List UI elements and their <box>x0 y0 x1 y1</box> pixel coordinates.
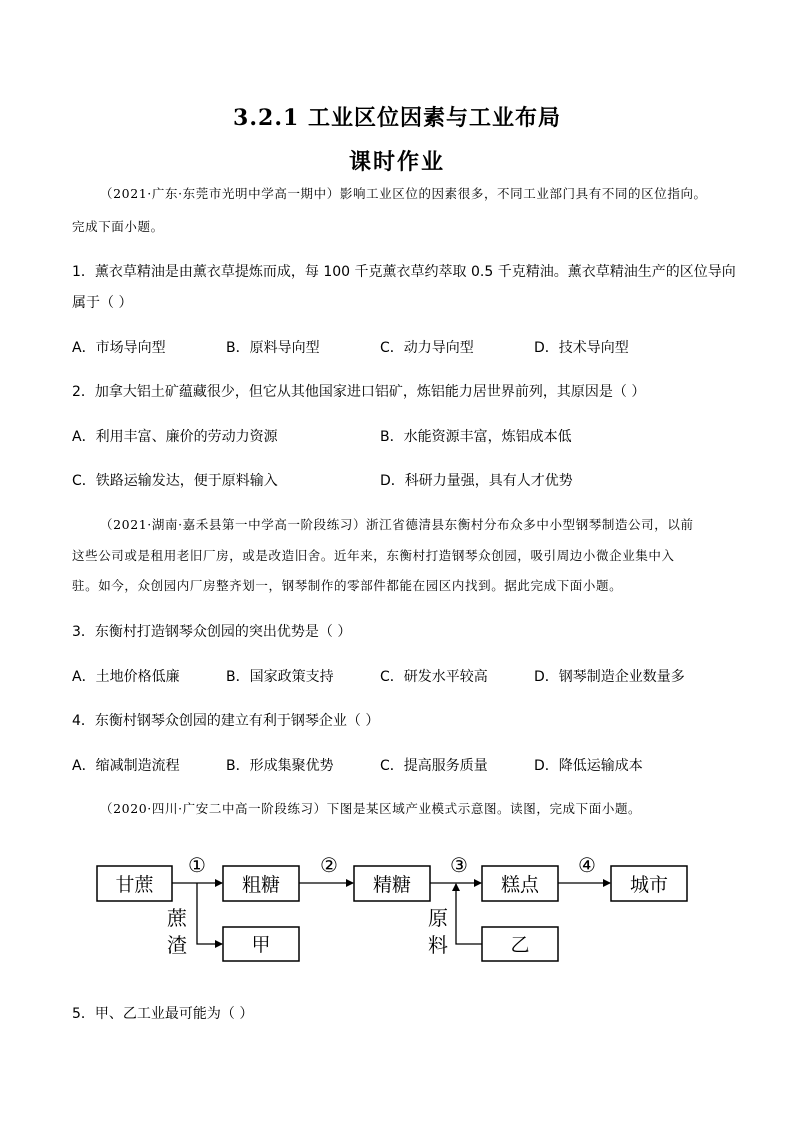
box-chengshi-label: 城市 <box>629 874 669 896</box>
label-zha: 渣 <box>167 933 187 957</box>
q3-option-a: A．土地价格低廉 <box>72 669 180 685</box>
question-2: 2．加拿大铝土矿蕴藏很少，但它从其他国家进口铝矿，炼铝能力居世界前列，其原因是（ ） <box>72 384 646 400</box>
box-jingtang-label: 精糖 <box>372 874 412 896</box>
q3-option-b: B．国家政策支持 <box>226 669 334 685</box>
passage1-line2: 完成下面小题。 <box>72 219 164 234</box>
passage2-line1: （2021·湖南·嘉禾县第一中学高一阶段练习）浙江省德清县东衡村分布众多中小型钢琴制造公司，以前 <box>100 517 694 532</box>
passage2-line2: 这些公司或是租用老旧厂房，或是改造旧舍。近年来，东衡村打造钢琴众创园，吸引周边小微企业集中入 <box>72 548 675 563</box>
q2-option-d: D．科研力量强，具有人才优势 <box>380 473 573 489</box>
label-zhe: 蔗 <box>167 906 187 930</box>
question-1-line2: 属于（ ） <box>72 295 133 311</box>
q2-option-b: B．水能资源丰富，炼铝成本低 <box>380 429 572 445</box>
marker-1: ① <box>188 853 206 877</box>
q1-option-c: C．动力导向型 <box>380 340 474 356</box>
q3-option-d: D．钢琴制造企业数量多 <box>534 669 685 685</box>
q1-option-a: A．市场导向型 <box>72 340 166 356</box>
box-ganzhe-label: 甘蔗 <box>115 874 154 896</box>
label-yuan: 原 <box>428 906 448 930</box>
q2-option-c: C．铁路运输发达，便于原料输入 <box>72 473 278 489</box>
q4-option-b: B．形成集聚优势 <box>226 758 334 774</box>
marker-4: ④ <box>578 853 596 877</box>
industry-flow-diagram <box>0 840 794 970</box>
q1-option-d: D．技术导向型 <box>534 340 629 356</box>
question-3: 3．东衡村打造钢琴众创园的突出优势是（ ） <box>72 624 352 640</box>
label-liao: 料 <box>428 933 448 957</box>
question-5: 5．甲、乙工业最可能为（ ） <box>72 1006 254 1022</box>
box-jia-label: 甲 <box>251 934 271 956</box>
marker-3: ③ <box>450 853 468 877</box>
passage3-line1: （2020·四川·广安二中高一阶段练习）下图是某区域产业模式示意图。读图，完成下面小题。 <box>100 801 642 816</box>
q4-option-a: A．缩减制造流程 <box>72 758 180 774</box>
arrow-yuanliao <box>456 884 482 944</box>
passage1-line1: （2021·广东·东莞市光明中学高一期中）影响工业区位的因素很多，不同工业部门具有不同的区位指向。 <box>100 186 707 201</box>
q3-option-c: C．研发水平较高 <box>380 669 488 685</box>
box-cutang-label: 粗糖 <box>241 874 281 896</box>
box-gaodian-label: 糕点 <box>500 874 540 896</box>
marker-2: ② <box>320 853 338 877</box>
passage2-line3: 驻。如今，众创园内厂房整齐划一，钢琴制作的零部件都能在园区内找到。据此完成下面小题。 <box>72 578 623 593</box>
question-1-line1: 1．薰衣草精油是由薰衣草提炼而成，每 100 千克薰衣草约萃取 0.5 千克精油。薰衣草精油生产的区位导向 <box>72 264 736 280</box>
arrow-zhezha <box>197 883 222 944</box>
box-yi-label: 乙 <box>510 934 530 956</box>
page-title: 3.2.1 工业区位因素与工业布局 <box>233 105 561 131</box>
q2-option-a: A．利用丰富、廉价的劳动力资源 <box>72 429 278 445</box>
q1-option-b: B．原料导向型 <box>226 340 320 356</box>
page-subtitle: 课时作业 <box>348 149 445 175</box>
q4-option-d: D．降低运输成本 <box>534 758 643 774</box>
q4-option-c: C．提高服务质量 <box>380 758 488 774</box>
question-4: 4．东衡村钢琴众创园的建立有利于钢琴企业（ ） <box>72 713 380 729</box>
